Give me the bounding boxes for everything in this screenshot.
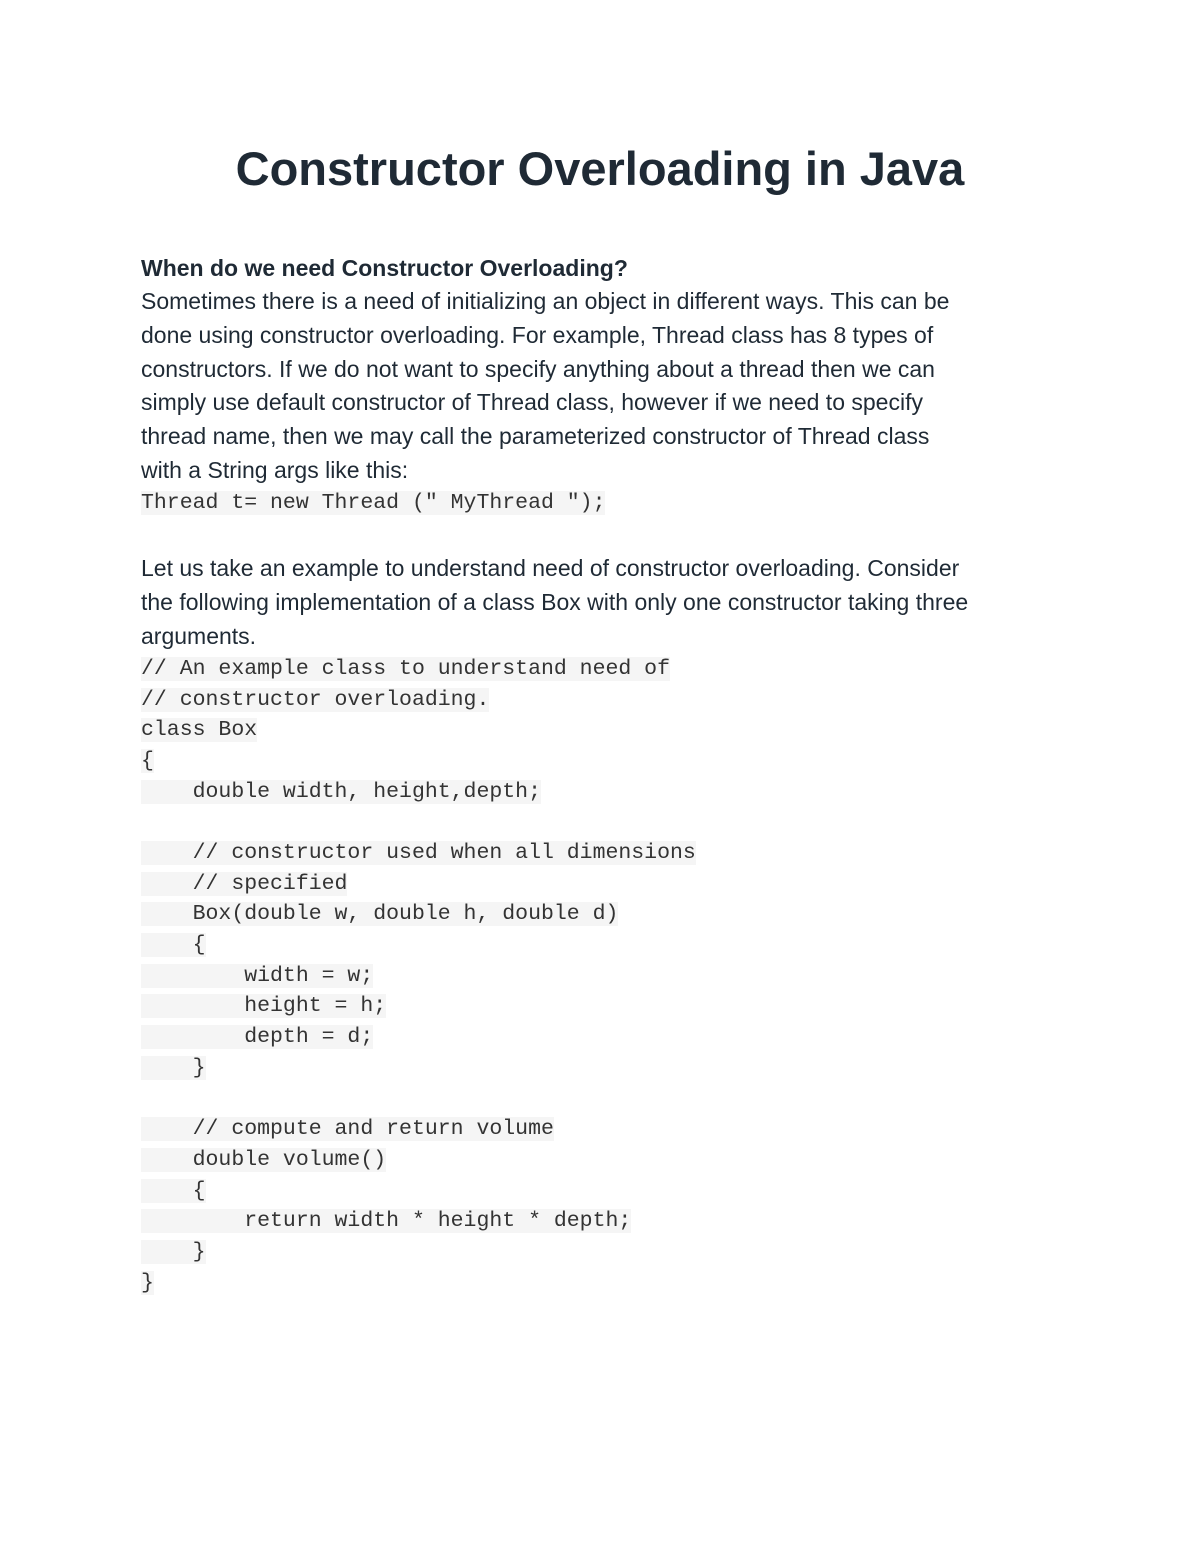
code-line xyxy=(141,1268,1071,1299)
code-line-text: // compute and return volume xyxy=(141,1117,554,1142)
code-line xyxy=(141,685,1071,716)
paragraph-line: arguments. xyxy=(141,623,257,650)
page-title: Constructor Overloading in Java xyxy=(235,142,965,195)
code-line xyxy=(141,869,1071,900)
code-line-text: } xyxy=(141,1055,206,1080)
code-line xyxy=(141,1114,1071,1145)
document-body xyxy=(141,252,1071,1298)
code-line xyxy=(141,1237,1071,1268)
paragraph-line: simply use default constructor of Thread class, however if we need to specify xyxy=(141,389,923,416)
section-heading: When do we need Constructor Overloading? xyxy=(141,255,628,281)
code-snippet-thread xyxy=(141,488,1071,519)
code-line-text: double width, height,depth; xyxy=(141,779,541,804)
code-line xyxy=(141,961,1071,992)
code-line-text: } xyxy=(141,1239,206,1264)
code-line xyxy=(141,1145,1071,1176)
code-line-text: // constructor used when all dimensions xyxy=(141,840,696,865)
code-line xyxy=(141,1083,1071,1114)
code-line-text: width = w; xyxy=(141,963,374,988)
code-line-text: class Box xyxy=(141,718,258,743)
code-line xyxy=(141,746,1071,777)
code-line xyxy=(141,930,1071,961)
code-line-text: return width * height * depth; xyxy=(141,1209,632,1234)
paragraph-line: Let us take an example to understand need of constructor overloading. Consider xyxy=(141,555,960,582)
code-line-text: depth = d; xyxy=(141,1025,374,1050)
code-line xyxy=(141,777,1071,808)
code-line xyxy=(141,488,1071,519)
code-line-text: // constructor overloading. xyxy=(141,687,490,712)
code-line-text: double volume() xyxy=(141,1147,387,1172)
code-line xyxy=(141,1053,1071,1084)
code-line-text: { xyxy=(141,933,206,958)
code-line-text: Thread t= new Thread (" MyThread "); xyxy=(141,490,606,515)
paragraph-2 xyxy=(141,552,1071,653)
code-line-text: { xyxy=(141,1178,206,1203)
code-line-text: { xyxy=(141,748,154,773)
code-line-text: Box(double w, double h, double d) xyxy=(141,902,619,927)
paragraph-line: Sometimes there is a need of initializing an object in different ways. This can be xyxy=(141,288,950,314)
code-line xyxy=(141,1206,1071,1237)
paragraph-line: the following implementation of a class Box with only one constructor taking three xyxy=(141,589,969,616)
code-block-box-class xyxy=(141,654,1071,1298)
code-line xyxy=(141,899,1071,930)
paragraph-line: constructors. If we do not want to specify anything about a thread then we can xyxy=(141,355,935,382)
code-line xyxy=(141,807,1071,838)
code-line xyxy=(141,1176,1071,1207)
code-line xyxy=(141,654,1071,685)
code-line-text: // An example class to understand need of xyxy=(141,656,670,681)
code-line-text: height = h; xyxy=(141,994,387,1019)
paragraph-1 xyxy=(141,285,1071,488)
paragraph-line: thread name, then we may call the parameterized constructor of Thread class xyxy=(141,423,930,450)
code-line xyxy=(141,715,1071,746)
paragraph-line: done using constructor overloading. For example, Thread class has 8 types of xyxy=(141,321,934,348)
paragraph-line: with a String args like this: xyxy=(141,456,409,483)
code-line xyxy=(141,838,1071,869)
code-line-text: // specified xyxy=(141,871,348,896)
code-line-text: } xyxy=(141,1270,154,1295)
code-line xyxy=(141,991,1071,1022)
code-line xyxy=(141,1022,1071,1053)
